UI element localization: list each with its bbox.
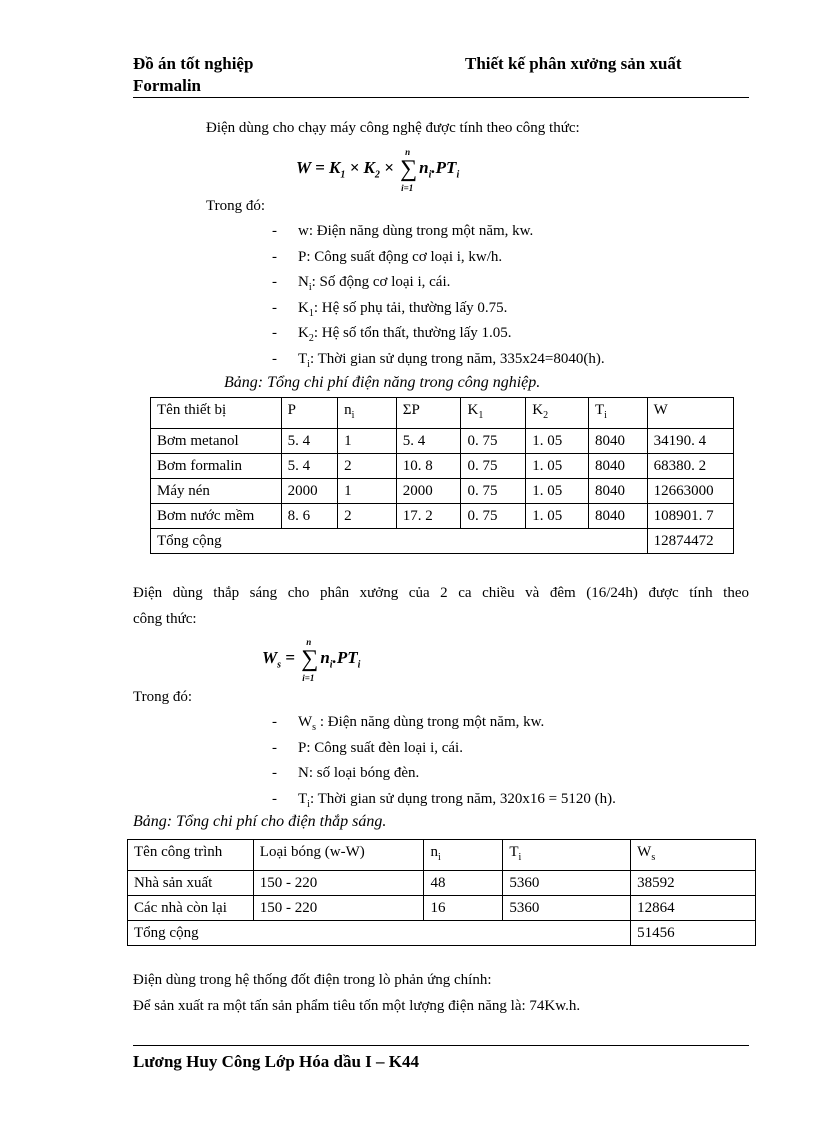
table-cell: 2000 (396, 479, 461, 504)
formula2-term: n (320, 648, 330, 667)
definition-item (272, 349, 605, 375)
table-cell: 2000 (281, 479, 338, 504)
total-value: 12874472 (647, 529, 733, 554)
table-cell: 10. 8 (396, 454, 461, 479)
formula-term-rest: .PT (431, 158, 457, 177)
definition-text: K (298, 299, 309, 316)
column-header: $W_s$ (631, 840, 756, 871)
total-label: Tổng cộng (151, 529, 648, 554)
table-cell: Bơm metanol (151, 429, 282, 454)
table-cell: 5. 4 (281, 454, 338, 479)
section2-intro-line2: công thức: (133, 611, 197, 627)
formula2-term-sub: i (329, 659, 333, 671)
column-header: $n_i$ (338, 398, 397, 429)
table-total-row (151, 529, 734, 554)
definition-sub: 1 (308, 307, 314, 319)
definition-rest: : Điện năng dùng trong một năm, kw. (316, 714, 545, 730)
section2-where: Trong đó: (133, 689, 193, 705)
table-cell: 2 (338, 504, 397, 529)
table-row (151, 504, 734, 529)
definition-rest: : Hệ số tổn thất, thường lấy 1.05. (313, 325, 512, 341)
table-cell: 16 (424, 896, 503, 921)
table-cell: 0. 75 (461, 454, 526, 479)
bullet-dash: - (272, 714, 277, 730)
table-cell: 150 - 220 (253, 871, 424, 896)
table-header-row (151, 398, 734, 429)
column-header: $T_i$ (503, 840, 631, 871)
table-cell: 8. 6 (281, 504, 338, 529)
definition-item (272, 712, 544, 738)
table-cell: Máy nén (151, 479, 282, 504)
section1-where: Trong đó: (206, 198, 266, 214)
sum2-top: n (306, 637, 312, 647)
table-cell: 5. 4 (281, 429, 338, 454)
definition-sub: s (312, 722, 317, 733)
table-cell: 34190. 4 (647, 429, 733, 454)
definition-item (272, 298, 507, 324)
table-cell: 0. 75 (461, 479, 526, 504)
definition-text: K (298, 325, 309, 341)
section3-line2: Để sản xuất ra một tấn sản phẩm tiêu tốn một lượng điện năng là: 74Kw.h. (133, 998, 581, 1014)
sum-top: n (405, 147, 411, 157)
definition-rest: : Hệ số phụ tải, thường lấy 0.75. (313, 299, 508, 316)
table-cell: 5. 4 (396, 429, 461, 454)
formula2-lhs-sub: s (277, 659, 282, 671)
table-cell: 8040 (588, 504, 647, 529)
definition-text: N: số loại bóng đèn. (298, 765, 420, 781)
table-row (151, 479, 734, 504)
formula-w (296, 147, 460, 193)
section1-intro: Điện dùng cho chạy máy công nghệ được tính theo công thức: (206, 120, 580, 136)
bullet-dash: - (272, 299, 277, 316)
bullet-dash: - (272, 248, 277, 265)
table-cell: 38592 (631, 871, 756, 896)
definition-text: P: Công suất đèn loại i, cái. (298, 739, 463, 756)
definition-item (272, 221, 533, 247)
sum2-sign: ∑ (301, 646, 319, 672)
table-cell: 12864 (631, 896, 756, 921)
column-header: Loại bóng (w-W) (253, 840, 424, 871)
bullet-dash: - (272, 739, 277, 756)
table-cell: Bơm nước mềm (151, 504, 282, 529)
formula-k1: = K (315, 158, 341, 177)
definition-rest: : Thời gian sử dụng trong năm, 335x24=8040(h). (309, 350, 605, 367)
table-cell: 12663000 (647, 479, 733, 504)
column-header: Tên thiết bị (151, 398, 282, 429)
formula2-lhs: W (262, 648, 278, 667)
definition-item (272, 323, 512, 349)
bullet-dash: - (272, 790, 277, 807)
definition-text: T (298, 790, 308, 807)
energy-table (150, 397, 734, 554)
column-header: Tên công trình (128, 840, 254, 871)
table-row (151, 429, 734, 454)
formula2-term-rest: .PT (332, 648, 358, 667)
definition-text: W (298, 714, 313, 730)
column-header: $n_i$ (424, 840, 503, 871)
table-header-row (128, 840, 756, 871)
table1-caption: Bảng: Tổng chi phí điện năng trong công nghiệp. (224, 374, 541, 391)
bullet-dash: - (272, 223, 277, 239)
table-cell: 17. 2 (396, 504, 461, 529)
column-header: $K_2$ (526, 398, 589, 429)
table-row (128, 871, 756, 896)
footer-divider (133, 1045, 749, 1046)
sum2-bottom: i=1 (302, 673, 315, 683)
table2-caption: Bảng: Tổng chi phí cho điện thắp sáng. (133, 813, 387, 830)
definition-item (272, 763, 419, 789)
table-cell: 68380. 2 (647, 454, 733, 479)
table-total-row (128, 921, 756, 946)
formula-term: n (419, 158, 429, 177)
table-cell: Các nhà còn lại (128, 896, 254, 921)
table-cell: 0. 75 (461, 429, 526, 454)
definition-item (272, 272, 450, 298)
bullet-dash: - (272, 274, 277, 290)
formula-term-sub: i (428, 169, 432, 181)
definition-text: T (298, 350, 308, 367)
table-cell: 2 (338, 454, 397, 479)
bullet-dash: - (272, 765, 277, 781)
header-divider (133, 97, 749, 98)
header-title: Đồ án tốt nghiệp (133, 54, 254, 73)
table-row (151, 454, 734, 479)
formula2-t-sub: i (357, 659, 361, 671)
sum-sign: ∑ (400, 156, 418, 182)
header-right-title: Thiết kế phân xưởng sản xuất (465, 54, 682, 73)
table-cell: 8040 (588, 454, 647, 479)
table-cell: 108901. 7 (647, 504, 733, 529)
formula2-eq: = (281, 648, 295, 667)
definition-item (272, 738, 463, 764)
formula-times: × (379, 158, 394, 177)
table-row (128, 896, 756, 921)
table-cell: 5360 (503, 896, 631, 921)
definition-item (272, 789, 616, 815)
table-cell: 1. 05 (526, 479, 589, 504)
section3-line1: Điện dùng trong hệ thống đốt điện trong lò phản ứng chính: (133, 972, 492, 988)
formula-k2-sub: 2 (374, 169, 380, 181)
table-cell: 1 (338, 429, 397, 454)
header-subtitle: Formalin (133, 76, 201, 95)
sum2-symbol (301, 637, 319, 683)
table-cell: 8040 (588, 429, 647, 454)
column-header: $K_1$ (461, 398, 526, 429)
formula-ws (262, 637, 361, 683)
definition-sub: i (307, 798, 310, 810)
bullet-dash: - (272, 325, 277, 341)
table-cell: 48 (424, 871, 503, 896)
sum-bottom: i=1 (401, 183, 414, 193)
column-header: ΣP (396, 398, 461, 429)
table-cell: 1. 05 (526, 454, 589, 479)
definition-rest: : Thời gian sử dụng trong năm, 320x16 = 5120 (h). (309, 790, 616, 807)
table-cell: 150 - 220 (253, 896, 424, 921)
table-cell: 1 (338, 479, 397, 504)
table-cell: 0. 75 (461, 504, 526, 529)
formula-lhs: W (296, 158, 311, 177)
table-cell: Bơm formalin (151, 454, 282, 479)
definition-item (272, 247, 502, 273)
column-header: P (281, 398, 338, 429)
total-value: 51456 (631, 921, 756, 946)
column-header: $T_i$ (588, 398, 647, 429)
definition-sub: i (308, 282, 312, 293)
definition-sub: i (307, 358, 310, 370)
table-cell: 5360 (503, 871, 631, 896)
formula-k2: × K (345, 158, 375, 177)
bullet-dash: - (272, 350, 277, 367)
table-cell: 1. 05 (526, 504, 589, 529)
formula-k1-sub: 1 (340, 169, 346, 181)
definition-text: w: Điện năng dùng trong một năm, kw. (298, 223, 534, 239)
footer-text: Lương Huy Công Lớp Hóa dầu I – K44 (133, 1052, 419, 1071)
sum-symbol (400, 147, 418, 193)
definition-text: P: Công suất động cơ loại i, kw/h. (298, 248, 503, 265)
section2-intro-line1: Điện dùng thắp sáng cho phân xưởng của 2 ca chiều và đêm (16/24h) được tính theo (133, 585, 749, 601)
table-cell: Nhà sản xuất (128, 871, 254, 896)
table-cell: 8040 (588, 479, 647, 504)
definition-rest: : Số động cơ loại i, cái. (311, 274, 451, 290)
table-cell: 1. 05 (526, 429, 589, 454)
column-header: W (647, 398, 733, 429)
formula-t-sub: i (456, 169, 460, 181)
total-label: Tổng cộng (128, 921, 631, 946)
lighting-table (127, 839, 756, 946)
definition-sub: 2 (308, 333, 314, 344)
definition-text: N (298, 274, 309, 290)
